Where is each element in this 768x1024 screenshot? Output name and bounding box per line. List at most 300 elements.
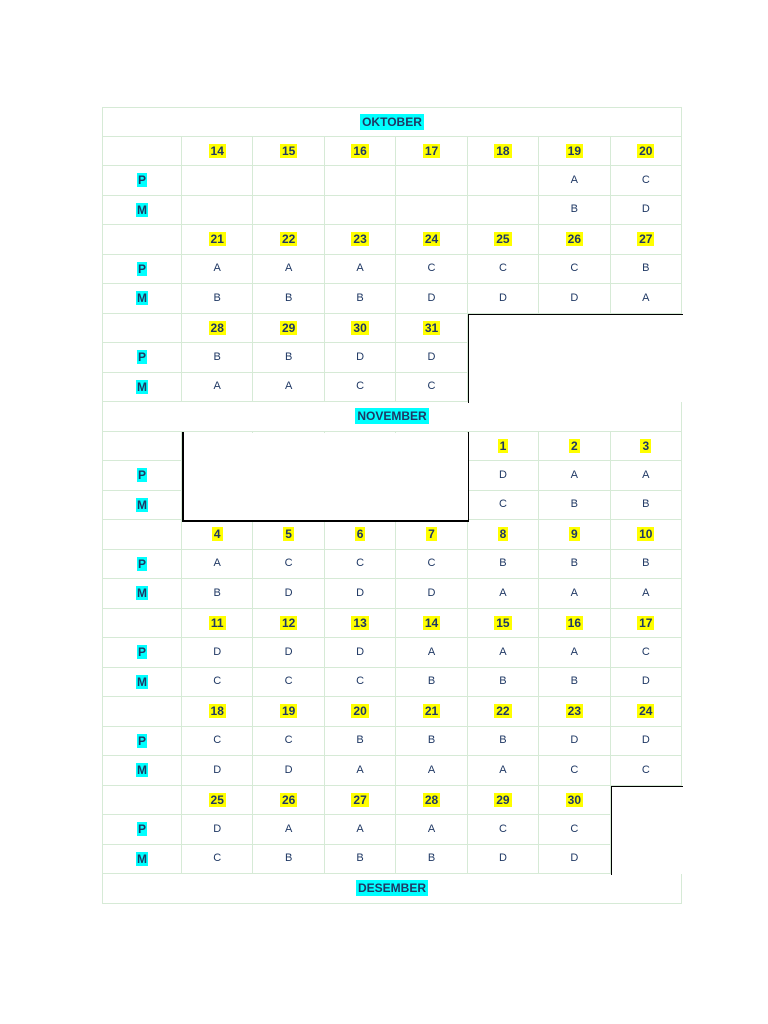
shift-p-value: B — [499, 734, 507, 747]
table-cell — [539, 520, 610, 550]
day-number: 24 — [639, 704, 653, 719]
month-title: NOVEMBER — [357, 409, 427, 424]
table-cell — [468, 697, 539, 727]
day-number: 11 — [210, 615, 224, 630]
table-cell — [468, 461, 539, 491]
table-cell — [182, 225, 253, 255]
table-cell — [611, 284, 682, 314]
shift-m-value: D — [498, 291, 507, 304]
shift-p-value: A — [213, 262, 221, 275]
row-label-p: P — [137, 350, 146, 365]
table-cell — [468, 756, 539, 786]
shift-m-value: D — [427, 586, 436, 599]
table-cell — [182, 638, 253, 668]
table-cell — [396, 638, 467, 668]
day-number: 28 — [424, 792, 439, 807]
shift-p-value: B — [427, 734, 436, 747]
shift-p-value: D — [284, 645, 293, 658]
table-cell — [396, 668, 467, 698]
table-cell — [468, 225, 539, 255]
table-cell — [468, 432, 539, 462]
shift-p-value: C — [427, 262, 436, 275]
table-cell — [253, 166, 324, 196]
day-number: 5 — [285, 527, 292, 542]
row-label-cell — [102, 432, 182, 462]
table-cell — [611, 432, 682, 462]
row-label-cell — [102, 668, 182, 698]
table-cell — [325, 727, 396, 757]
shift-m-value: C — [570, 763, 579, 776]
table-cell — [468, 550, 539, 580]
table-cell — [182, 845, 253, 875]
shift-p-value: C — [284, 734, 293, 747]
shift-p-value: A — [427, 645, 436, 658]
shift-p-value: B — [213, 350, 221, 363]
row-label-cell — [102, 196, 182, 226]
table-cell — [539, 668, 610, 698]
shift-p-value: D — [641, 734, 650, 747]
table-cell — [468, 727, 539, 757]
table-cell — [611, 491, 682, 521]
month-title: DESEMBER — [357, 881, 426, 896]
shift-p-value: B — [499, 557, 507, 570]
row-label-p: P — [137, 645, 146, 660]
table-cell — [396, 815, 467, 845]
shift-m-value: A — [499, 763, 507, 776]
table-cell — [325, 756, 396, 786]
day-number: 4 — [213, 527, 221, 542]
day-number: 14 — [424, 615, 439, 630]
empty-block — [612, 787, 682, 875]
day-number: 29 — [281, 320, 296, 335]
row-label-cell — [102, 166, 182, 196]
day-number: 30 — [567, 792, 582, 807]
table-cell — [325, 845, 396, 875]
day-number: 21 — [210, 232, 224, 247]
day-number: 18 — [496, 143, 510, 158]
shift-p-value: C — [427, 557, 436, 570]
day-number: 18 — [210, 704, 224, 719]
shift-m-value: A — [213, 380, 221, 393]
shift-m-value: D — [284, 763, 293, 776]
table-cell — [325, 815, 396, 845]
table-cell — [539, 461, 610, 491]
table-cell — [182, 137, 253, 167]
row-label-m: M — [137, 291, 147, 306]
row-label-p: P — [137, 822, 146, 837]
table-cell — [325, 638, 396, 668]
table-cell — [396, 314, 467, 344]
shift-p-value: A — [499, 645, 507, 658]
table-cell — [539, 255, 610, 285]
block-border — [468, 432, 470, 522]
row-label-p: P — [137, 173, 146, 188]
shift-m-value: C — [356, 675, 365, 688]
shift-p-value: A — [570, 468, 579, 481]
table-cell — [539, 196, 610, 226]
table-cell — [539, 550, 610, 580]
table-cell — [182, 343, 253, 373]
shift-p-value: C — [498, 822, 507, 835]
day-number: 23 — [353, 232, 367, 247]
day-number: 17 — [639, 615, 653, 630]
table-cell — [468, 196, 539, 226]
table-cell — [253, 697, 324, 727]
block-border — [611, 786, 613, 876]
shift-m-value: B — [570, 498, 579, 511]
row-label-cell — [102, 609, 182, 639]
shift-m-value: C — [641, 763, 650, 776]
table-cell — [396, 343, 467, 373]
table-cell — [253, 196, 324, 226]
table-cell — [253, 343, 324, 373]
table-cell — [539, 815, 610, 845]
table-cell — [611, 225, 682, 255]
day-number: 12 — [281, 615, 296, 630]
row-label-m: M — [137, 497, 147, 512]
row-label-cell — [102, 284, 182, 314]
shift-m-value: A — [642, 291, 650, 304]
table-cell — [468, 609, 539, 639]
shift-m-value: C — [356, 380, 365, 393]
shift-m-value: D — [284, 586, 293, 599]
day-number: 2 — [571, 438, 578, 453]
day-number: 28 — [210, 320, 224, 335]
table-cell — [182, 727, 253, 757]
day-number: 16 — [567, 615, 582, 630]
table-cell — [182, 579, 253, 609]
row-label-m: M — [137, 763, 147, 778]
row-label-m: M — [137, 851, 147, 866]
table-cell — [182, 815, 253, 845]
row-label-p: P — [137, 261, 146, 276]
row-label-cell — [102, 461, 182, 491]
table-cell — [539, 491, 610, 521]
day-number: 27 — [639, 232, 653, 247]
table-cell — [182, 196, 253, 226]
row-label-m: M — [137, 586, 147, 601]
row-label-cell — [102, 314, 182, 344]
table-cell — [468, 520, 539, 550]
table-cell — [182, 314, 253, 344]
table-cell — [468, 786, 539, 816]
table-cell — [611, 550, 682, 580]
table-cell — [325, 137, 396, 167]
shift-m-value: B — [356, 291, 364, 304]
day-number: 22 — [496, 704, 510, 719]
table-cell — [468, 638, 539, 668]
shift-p-value: D — [427, 350, 436, 363]
table-cell — [325, 786, 396, 816]
table-cell — [468, 255, 539, 285]
day-number: 20 — [353, 704, 367, 719]
shift-m-value: C — [213, 675, 222, 688]
table-cell — [611, 196, 682, 226]
empty-block — [469, 315, 682, 403]
day-number: 15 — [496, 615, 510, 630]
month-header-row — [102, 874, 682, 904]
shift-m-value: B — [642, 498, 650, 511]
table-cell — [539, 845, 610, 875]
table-cell — [253, 638, 324, 668]
day-number: 25 — [210, 792, 224, 807]
shift-m-value: A — [499, 586, 507, 599]
shift-m-value: B — [284, 852, 293, 865]
row-label-cell — [102, 845, 182, 875]
shift-m-value: A — [427, 763, 436, 776]
table-cell — [182, 609, 253, 639]
day-number: 24 — [424, 232, 439, 247]
shift-m-value: B — [284, 291, 293, 304]
table-cell — [396, 786, 467, 816]
row-label-cell — [102, 638, 182, 668]
table-cell — [396, 727, 467, 757]
table-cell — [539, 786, 610, 816]
table-cell — [611, 137, 682, 167]
row-label-p: P — [137, 556, 146, 571]
row-label-cell — [102, 727, 182, 757]
table-cell — [468, 668, 539, 698]
table-cell — [182, 550, 253, 580]
shift-m-value: B — [570, 203, 579, 216]
table-cell — [396, 756, 467, 786]
shift-p-value: B — [356, 734, 364, 747]
block-border — [611, 786, 683, 788]
table-cell — [325, 579, 396, 609]
table-cell — [325, 668, 396, 698]
shift-p-value: A — [213, 557, 221, 570]
shift-p-value: D — [213, 822, 222, 835]
shift-m-value: D — [641, 203, 650, 216]
day-number: 29 — [496, 792, 510, 807]
table-cell — [396, 550, 467, 580]
table-cell — [325, 166, 396, 196]
table-cell — [539, 638, 610, 668]
table-cell — [539, 284, 610, 314]
shift-m-value: B — [213, 586, 221, 599]
block-border — [468, 314, 683, 316]
table-cell — [611, 166, 682, 196]
shift-m-value: B — [427, 675, 436, 688]
row-label-cell — [102, 756, 182, 786]
day-number: 15 — [281, 143, 296, 158]
shift-p-value: A — [642, 468, 650, 481]
shift-p-value: C — [284, 557, 293, 570]
table-cell — [253, 668, 324, 698]
table-cell — [396, 196, 467, 226]
day-number: 27 — [353, 792, 367, 807]
schedule-table — [102, 107, 682, 902]
day-number: 14 — [210, 143, 224, 158]
day-number: 31 — [424, 320, 439, 335]
table-cell — [253, 137, 324, 167]
shift-p-value: D — [570, 734, 579, 747]
shift-m-value: C — [427, 380, 436, 393]
table-cell — [396, 225, 467, 255]
table-cell — [611, 668, 682, 698]
table-cell — [325, 520, 396, 550]
day-number: 25 — [496, 232, 510, 247]
table-cell — [611, 638, 682, 668]
table-cell — [396, 137, 467, 167]
day-number: 26 — [567, 232, 582, 247]
empty-block — [183, 433, 468, 521]
day-number: 19 — [567, 143, 582, 158]
shift-p-value: A — [356, 262, 364, 275]
row-label-m: M — [137, 379, 147, 394]
day-number: 3 — [642, 438, 650, 453]
table-cell — [396, 255, 467, 285]
row-label-cell — [102, 550, 182, 580]
day-number: 22 — [281, 232, 296, 247]
row-label-cell — [102, 373, 182, 403]
table-cell — [396, 166, 467, 196]
table-cell — [253, 727, 324, 757]
table-cell — [539, 137, 610, 167]
table-cell — [611, 255, 682, 285]
shift-m-value: D — [570, 291, 579, 304]
day-number: 17 — [424, 143, 439, 158]
day-number: 21 — [424, 704, 439, 719]
day-number: 16 — [353, 143, 367, 158]
day-number: 1 — [499, 438, 507, 453]
shift-p-value: B — [570, 557, 579, 570]
shift-m-value: B — [213, 291, 221, 304]
table-cell — [468, 491, 539, 521]
table-cell — [253, 550, 324, 580]
shift-p-value: D — [213, 645, 222, 658]
table-cell — [539, 727, 610, 757]
day-number: 13 — [353, 615, 367, 630]
table-cell — [611, 609, 682, 639]
shift-p-value: C — [356, 557, 365, 570]
table-cell — [539, 697, 610, 727]
table-cell — [611, 756, 682, 786]
shift-p-value: D — [356, 645, 365, 658]
shift-p-value: A — [427, 822, 436, 835]
shift-m-value: D — [427, 291, 436, 304]
day-number: 8 — [499, 527, 507, 542]
day-number: 20 — [639, 143, 653, 158]
month-header-row — [102, 402, 682, 432]
table-cell — [253, 579, 324, 609]
block-border — [182, 432, 184, 522]
block-border — [182, 520, 469, 522]
row-label-cell — [102, 520, 182, 550]
shift-p-value: C — [570, 262, 579, 275]
shift-p-value: A — [284, 822, 293, 835]
shift-m-value: B — [427, 852, 436, 865]
day-number: 10 — [639, 527, 653, 542]
row-label-cell — [102, 815, 182, 845]
shift-p-value: A — [284, 262, 293, 275]
day-number: 6 — [356, 527, 364, 542]
shift-p-value: A — [356, 822, 364, 835]
shift-p-value: C — [213, 734, 222, 747]
shift-m-value: A — [356, 763, 364, 776]
table-cell — [468, 815, 539, 845]
table-cell — [468, 137, 539, 167]
shift-m-value: B — [356, 852, 364, 865]
row-label-cell — [102, 697, 182, 727]
shift-m-value: B — [570, 675, 579, 688]
row-label-cell — [102, 579, 182, 609]
table-cell — [325, 697, 396, 727]
table-cell — [539, 432, 610, 462]
table-cell — [182, 786, 253, 816]
shift-p-value: C — [641, 645, 650, 658]
table-cell — [468, 166, 539, 196]
table-cell — [253, 609, 324, 639]
table-cell — [325, 284, 396, 314]
shift-p-value: D — [498, 468, 507, 481]
shift-p-value: B — [642, 262, 650, 275]
table-cell — [539, 756, 610, 786]
month-title: OKTOBER — [362, 114, 422, 129]
table-cell — [539, 225, 610, 255]
table-cell — [325, 609, 396, 639]
row-label-cell — [102, 786, 182, 816]
table-cell — [182, 166, 253, 196]
table-cell — [253, 520, 324, 550]
table-cell — [396, 373, 467, 403]
table-cell — [253, 314, 324, 344]
day-number: 30 — [353, 320, 367, 335]
shift-p-value: A — [570, 645, 579, 658]
table-cell — [539, 609, 610, 639]
row-label-m: M — [137, 674, 147, 689]
shift-m-value: C — [213, 852, 222, 865]
month-header-row — [102, 107, 682, 137]
table-cell — [253, 373, 324, 403]
table-cell — [396, 520, 467, 550]
table-cell — [253, 255, 324, 285]
table-cell — [468, 284, 539, 314]
shift-m-value: C — [498, 498, 507, 511]
row-label-p: P — [137, 468, 146, 483]
shift-m-value: A — [284, 380, 293, 393]
shift-p-value: B — [642, 557, 650, 570]
row-label-cell — [102, 225, 182, 255]
day-number: 23 — [567, 704, 582, 719]
shift-m-value: A — [570, 586, 579, 599]
shift-m-value: C — [284, 675, 293, 688]
shift-m-value: D — [356, 586, 365, 599]
shift-m-value: D — [498, 852, 507, 865]
table-cell — [325, 373, 396, 403]
table-cell — [253, 815, 324, 845]
table-cell — [182, 756, 253, 786]
table-cell — [539, 579, 610, 609]
table-cell — [325, 343, 396, 373]
table-cell — [325, 196, 396, 226]
day-number: 9 — [571, 527, 578, 542]
table-cell — [253, 284, 324, 314]
day-number: 19 — [281, 704, 296, 719]
shift-m-value: A — [642, 586, 650, 599]
shift-p-value: D — [356, 350, 365, 363]
shift-p-value: A — [570, 173, 579, 186]
table-cell — [611, 520, 682, 550]
shift-m-value: D — [641, 675, 650, 688]
row-label-cell — [102, 137, 182, 167]
table-cell — [325, 550, 396, 580]
table-cell — [253, 756, 324, 786]
row-label-cell — [102, 491, 182, 521]
table-cell — [182, 284, 253, 314]
table-cell — [396, 284, 467, 314]
shift-p-value: C — [498, 262, 507, 275]
